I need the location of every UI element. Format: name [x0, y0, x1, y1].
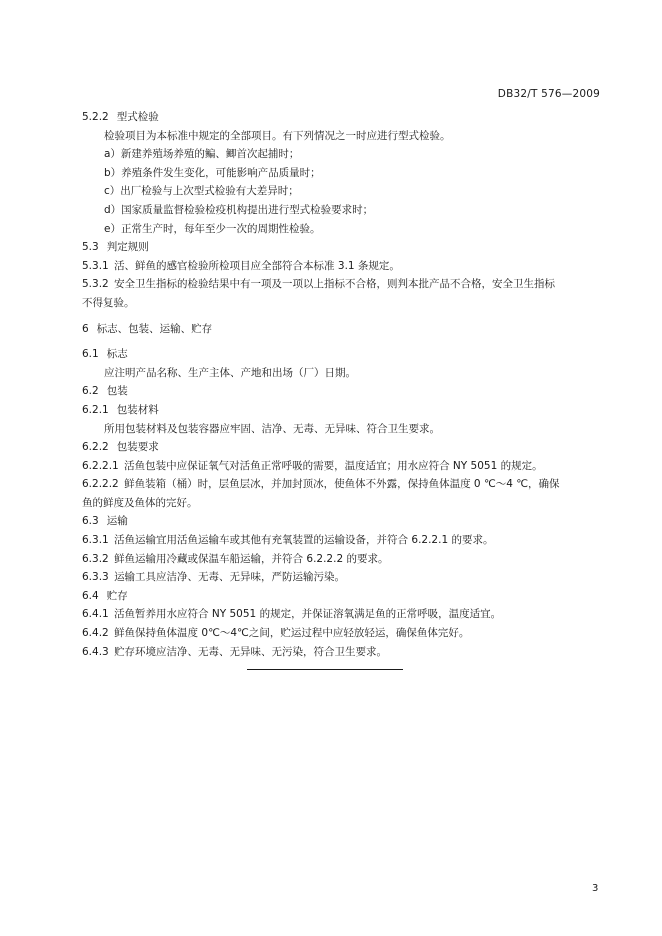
- section-title: 型式检验: [116, 111, 159, 123]
- clause-number: 6.4.1: [82, 608, 109, 621]
- section-title: 包装: [106, 385, 128, 398]
- clause-text: 活、鲜鱼的感官检验所检项目应全部符合本标准 3.1 条规定。: [114, 259, 400, 272]
- clause-6-2-2-2-continuation: 鱼的鲜度及鱼体的完好。: [82, 496, 198, 509]
- section-heading-6-3: [82, 512, 602, 531]
- section-number: 6.2.2: [82, 441, 109, 454]
- clause-5-3-2-continuation: 不得复验。: [82, 296, 135, 309]
- clause-number: 6.4.3: [82, 645, 109, 658]
- clause-6-2-2-2: [82, 475, 602, 494]
- clause-number: 6.2.2.1: [82, 459, 119, 472]
- section-heading-5-2-2: [82, 108, 602, 127]
- clause-text: 运输工具应洁净、无毒、无异味，严防运输污染。: [114, 571, 346, 584]
- clause-text: 活鱼暂养用水应符合 NY 5051 的规定，并保证溶氧满足鱼的正常呼吸，温度适宜。: [114, 608, 502, 621]
- chapter-number: 6: [82, 322, 89, 335]
- clause-5-3-1: [82, 257, 602, 276]
- clause-number: 6.3.3: [82, 571, 109, 584]
- document-code-header: DB32/T 576—2009: [497, 88, 600, 100]
- clause-6-2-2-1: [82, 457, 602, 476]
- clause-6-4-1: [82, 605, 602, 624]
- section-heading-6-1: [82, 345, 602, 364]
- section-number: 6.1: [82, 348, 99, 361]
- section-heading-6-2-1: [82, 401, 602, 420]
- section-number: 6.4: [82, 589, 99, 602]
- section-title: 标志: [106, 348, 128, 361]
- clause-6-4-3: [82, 643, 602, 662]
- section-number: 6.2: [82, 385, 99, 398]
- list-item-c: c）出厂检验与上次型式检验有大差异时；: [104, 185, 299, 198]
- section-heading-6-2-2: [82, 438, 602, 457]
- clause-text: 鲜鱼保持鱼体温度 0℃～4℃之间，贮运过程中应轻放轻运，确保鱼体完好。: [114, 627, 470, 640]
- clause-number: 6.4.2: [82, 627, 109, 640]
- clause-text: 安全卫生指标的检验结果中有一项及一项以上指标不合格，则判本批产品不合格，安全卫生指标: [114, 278, 556, 291]
- clause-number: 6.2.2.2: [82, 478, 119, 491]
- clause-number: 5.3.1: [82, 259, 109, 272]
- clause-number: 6.3.1: [82, 534, 109, 547]
- section-number: 5.2.2: [82, 111, 109, 123]
- clause-number: 5.3.2: [82, 278, 109, 291]
- clause-6-4-2: [82, 624, 602, 643]
- section-title: 判定规则: [106, 241, 149, 254]
- section-paragraph: 应注明产品名称、生产主体、产地和出场（厂）日期。: [104, 366, 356, 379]
- chapter-heading-6: [82, 320, 602, 339]
- end-of-document-rule: [247, 669, 403, 670]
- section-number: 6.3: [82, 515, 99, 528]
- section-title: 贮存: [106, 589, 128, 602]
- clause-text: 鲜鱼运输用冷藏或保温车船运输，并符合 6.2.2.2 的要求。: [114, 552, 389, 565]
- section-paragraph: 所用包装材料及包装容器应牢固、洁净、无毒、无异味、符合卫生要求。: [104, 422, 440, 435]
- clause-text: 贮存环境应洁净、无毒、无异味、无污染，符合卫生要求。: [114, 645, 388, 658]
- clause-number: 6.3.2: [82, 552, 109, 565]
- document-body: [82, 108, 602, 661]
- clause-6-3-2: [82, 550, 602, 569]
- section-number: 6.2.1: [82, 403, 109, 416]
- clause-text: 活鱼运输宜用活鱼运输车或其他有充氧装置的运输设备，并符合 6.2.2.1 的要求。: [114, 534, 494, 547]
- chapter-title: 标志、包装、运输、贮存: [96, 322, 213, 335]
- section-heading-6-2: [82, 382, 602, 401]
- list-item-b: b）养殖条件发生变化，可能影响产品质量时；: [104, 166, 321, 179]
- section-heading-6-4: [82, 587, 602, 606]
- section-title: 包装材料: [116, 403, 159, 416]
- clause-5-3-2: [82, 275, 602, 294]
- page-number: 3: [592, 883, 599, 894]
- section-title: 包装要求: [116, 441, 159, 454]
- list-item-a: a）新建养殖场养殖的鳊、鲫首次起捕时；: [104, 148, 300, 161]
- list-item-d: d）国家质量监督检验检疫机构提出进行型式检验要求时；: [104, 203, 374, 216]
- section-number: 5.3: [82, 241, 99, 254]
- clause-6-3-3: [82, 568, 602, 587]
- section-heading-5-3: [82, 238, 602, 257]
- clause-text: 鲜鱼装箱（桶）时，层鱼层冰，并加封顶冰，使鱼体不外露，保持鱼体温度 0 ℃～4 ℃，确保: [124, 478, 560, 491]
- section-title: 运输: [106, 515, 128, 528]
- section-intro-paragraph: 检验项目为本标准中规定的全部项目。有下列情况之一时应进行型式检验。: [104, 129, 451, 142]
- clause-6-3-1: [82, 531, 602, 550]
- clause-text: 活鱼包装中应保证氧气对活鱼正常呼吸的需要，温度适宜；用水应符合 NY 5051 的规定。: [124, 459, 543, 472]
- list-item-e: e）正常生产时，每年至少一次的周期性检验。: [104, 222, 321, 235]
